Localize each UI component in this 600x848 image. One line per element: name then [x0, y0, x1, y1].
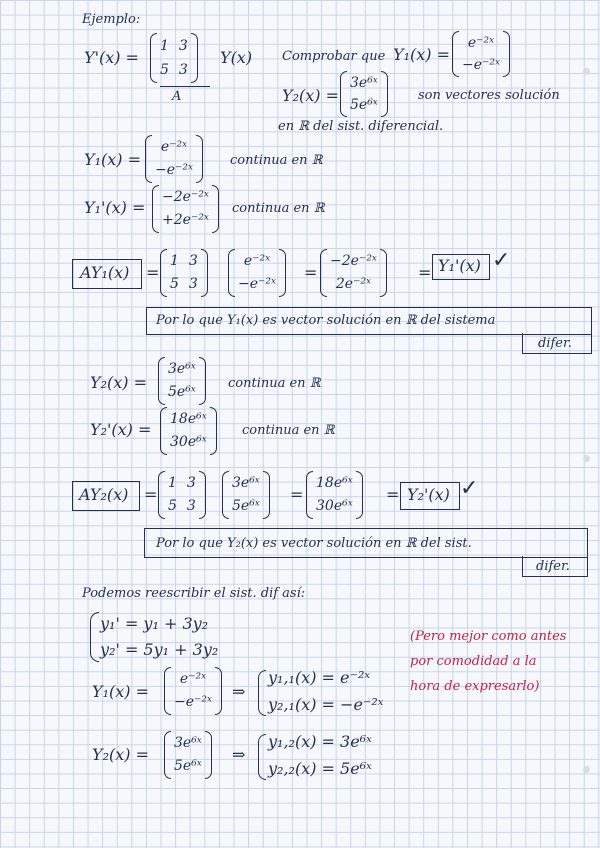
y2-der-vec [160, 408, 217, 454]
vec-entry: 30e⁶ˣ [170, 434, 207, 451]
matrix-cell: 3 [188, 253, 198, 270]
vec-entry: e⁻²ˣ [467, 34, 495, 51]
underline [160, 86, 210, 87]
y1-short-vec [452, 32, 510, 76]
vec-entry: e⁻²ˣ [160, 139, 188, 156]
binder-hole [583, 766, 590, 773]
vec-entry: 5e⁶ˣ [232, 498, 260, 515]
ay1-lhs: AY₁(x) [80, 263, 130, 282]
y1-def-note: continua en ℝ [230, 153, 323, 168]
ay1-rhs: Y₁'(x) [438, 256, 481, 275]
matrix-cell: 5 [168, 498, 177, 515]
comp1-lhs: Y₁(x) = [92, 682, 149, 701]
vec-entry: −2e⁻²ˣ [162, 189, 209, 206]
matrix-cell: 3 [178, 61, 188, 78]
vec-entry: −e⁻²ˣ [174, 694, 212, 711]
vec-entry: 5e⁶ˣ [168, 384, 196, 401]
implies-arrow: ⇒ [232, 745, 246, 764]
rewrite-heading: Podemos reescribir el sist. dif así: [82, 586, 306, 601]
vec-entry: +2e⁻²ˣ [162, 212, 209, 229]
y1-conclusion: Por lo que Y₁(x) es vector solución en ℝ del sistema [156, 313, 496, 328]
red-note-line-2: por comodidad a la [410, 654, 537, 669]
ay2-result [306, 472, 363, 518]
comp2-eq-2: y₂,₂(x) = 5e⁶ˣ [268, 759, 372, 778]
y2-der-note: continua en ℝ [242, 423, 335, 438]
check-mark-icon: ✓ [460, 476, 479, 501]
comp1-eq-1: y₁,₁(x) = e⁻²ˣ [268, 668, 371, 687]
matrix-cell: 5 [160, 61, 169, 78]
y2-def-vec [158, 358, 206, 404]
vec-entry: 3e⁶ˣ [350, 74, 378, 91]
vec-entry: −e⁻²ˣ [155, 162, 193, 179]
matrix-cell: 3 [186, 498, 196, 515]
y1-der-note: continua en ℝ [232, 201, 325, 216]
y1-short: Y₁(x) = [393, 45, 450, 64]
check-mark-icon: ✓ [492, 248, 511, 273]
matrix-a-label: A [172, 89, 182, 104]
y2-short-vec [340, 72, 388, 116]
y1-def-lhs: Y₁(x) = [84, 150, 141, 169]
matrix-cell: 3 [186, 475, 196, 492]
y1-def-vec [145, 136, 203, 182]
comp2-lhs: Y₂(x) = [92, 745, 149, 764]
system-after: Y(x) [220, 48, 253, 67]
vec-entry: e⁻²ˣ [243, 253, 271, 270]
vec-entry: 2e⁻²ˣ [335, 276, 372, 293]
matrix-cell: 5 [170, 276, 179, 293]
vec-entry: 3e⁶ˣ [168, 361, 196, 378]
vec-entry: 3e⁶ˣ [232, 475, 260, 492]
vec-entry: −2e⁻²ˣ [330, 253, 377, 270]
matrix-cell: 3 [178, 37, 188, 54]
ay1-vec [228, 250, 286, 296]
check-text-3: en ℝ del sist. diferencial. [278, 119, 444, 134]
y2-conclusion-2: difer. [536, 559, 570, 574]
vec-entry: 18e⁶ˣ [316, 475, 353, 492]
vec-entry: 18e⁶ˣ [170, 411, 207, 428]
vec-entry: −e⁻²ˣ [462, 56, 500, 73]
ay1-result [320, 250, 387, 296]
y1-der-vec [152, 186, 219, 232]
equals-sign: = [418, 263, 432, 282]
binder-hole [583, 68, 590, 75]
comp2-vec [164, 732, 212, 778]
red-note-line-1: (Pero mejor como antes [410, 629, 567, 644]
equals-sign: = [304, 263, 318, 282]
comp2-eq-1: y₁,₂(x) = 3e⁶ˣ [268, 732, 372, 751]
matrix-cell: 3 [188, 276, 198, 293]
comp1-eq-2: y₂,₁(x) = −e⁻²ˣ [268, 695, 384, 714]
y2-der-lhs: Y₂'(x) = [90, 420, 152, 439]
vec-entry: 5e⁶ˣ [350, 96, 378, 113]
system-matrix [150, 34, 198, 82]
ay2-vec [222, 472, 270, 518]
binder-hole [583, 455, 590, 462]
implies-arrow: ⇒ [232, 682, 246, 701]
rewrite-eq-2: y₂' = 5y₁ + 3y₂ [100, 640, 219, 659]
y2-short: Y₂(x) = [282, 86, 339, 105]
red-note-line-3: hora de expresarlo) [410, 679, 540, 694]
y1-conclusion-2: difer. [538, 336, 572, 351]
comp2-brace [258, 734, 266, 780]
ay2-matrix [158, 472, 206, 518]
vec-entry: e⁻²ˣ [179, 671, 207, 688]
system-brace [90, 612, 99, 662]
equals-sign: = [144, 485, 158, 504]
check-text-1: Comprobar que [282, 49, 386, 64]
equals-sign: = [290, 485, 304, 504]
equals-sign: = [146, 263, 160, 282]
matrix-cell: 1 [168, 475, 177, 492]
ay2-rhs: Y₂'(x) [407, 485, 450, 504]
vec-entry: 5e⁶ˣ [174, 758, 202, 775]
y2-def-lhs: Y₂(x) = [90, 373, 147, 392]
y1-der-lhs: Y₁'(x) = [84, 198, 146, 217]
ay2-lhs: AY₂(x) [79, 485, 129, 504]
matrix-cell: 1 [160, 37, 169, 54]
example-heading: Ejemplo: [82, 12, 141, 27]
y2-conclusion: Por lo que Y₂(x) es vector solución en ℝ del sist. [156, 536, 472, 551]
ay1-matrix [160, 250, 208, 296]
system-lhs: Y'(x) = [84, 48, 139, 67]
comp1-brace [258, 670, 266, 716]
comp1-vec [164, 668, 222, 714]
vec-entry: 30e⁶ˣ [316, 498, 353, 515]
vec-entry: 3e⁶ˣ [174, 735, 202, 752]
check-text-2: son vectores solución [418, 88, 560, 103]
rewrite-eq-1: y₁' = y₁ + 3y₂ [100, 614, 209, 633]
y2-def-note: continua en ℝ [228, 376, 321, 391]
matrix-cell: 1 [170, 253, 179, 270]
equals-sign: = [386, 485, 400, 504]
vec-entry: −e⁻²ˣ [238, 276, 276, 293]
